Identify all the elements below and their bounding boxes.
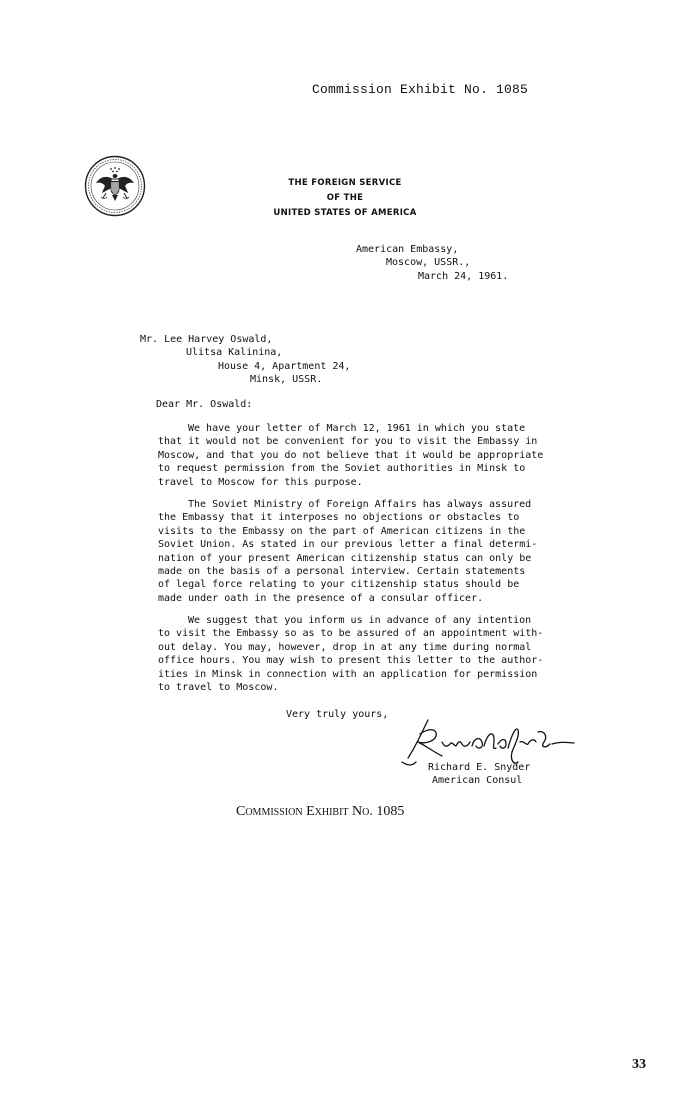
signer-name: Richard E. Snyder <box>428 762 531 773</box>
signer-title: American Consul <box>432 775 523 787</box>
recipient-address-block <box>140 333 350 387</box>
paragraph-line: made on the basis of a personal interview. Certain statements <box>158 566 526 578</box>
recipient-line-3: House 4, Apartment 24, <box>218 360 351 372</box>
paragraph-line: We suggest that you inform us in advance of any intention <box>188 615 532 626</box>
paragraph-line: office hours. You may wish to present this letter to the author- <box>158 655 544 667</box>
recipient-line-4: Minsk, USSR. <box>250 374 323 386</box>
paragraph-line: visits to the Embassy on the part of American citizens in the <box>158 525 526 537</box>
letterhead-line-2: OF THE <box>326 193 364 203</box>
sender-line-1: American Embassy, <box>356 244 459 255</box>
letter-date: March 24, 1961. <box>418 270 509 282</box>
paragraph-line: travel to Moscow for this purpose. <box>158 476 363 488</box>
paragraph-line: to request permission from the Soviet authorities in Minsk to <box>158 463 526 475</box>
paragraph-line: the Embassy that it interposes no objections or obstacles to <box>158 512 520 524</box>
body-paragraph-3 <box>158 614 543 694</box>
signer-block <box>426 761 530 788</box>
paragraph-line: nation of your present American citizenship status can only be <box>158 552 532 564</box>
exhibit-label-bottom: Commission Exhibit No. 1085 <box>236 804 405 819</box>
paragraph-line: ities in Minsk in connection with an application for permission <box>158 668 538 680</box>
paragraph-line: to travel to Moscow. <box>158 682 279 694</box>
letterhead-line-3: UNITED STATES OF AMERICA <box>273 208 417 218</box>
page-number: 33 <box>632 1057 646 1072</box>
body-paragraph-1 <box>158 422 543 489</box>
letterhead-line-1: THE FOREIGN SERVICE <box>288 178 402 188</box>
sender-address-block <box>356 243 508 283</box>
exhibit-label-top: Commission Exhibit No. 1085 <box>312 82 529 97</box>
paragraph-line: Soviet Union. As stated in our previous letter a final determi- <box>158 539 538 551</box>
paragraph-line: Moscow, and that you do not believe that it would be appropriate <box>158 449 544 461</box>
closing: Very truly yours, <box>286 709 389 720</box>
paragraph-line: out delay. You may, however, drop in at any time during normal <box>158 641 532 653</box>
recipient-line-2: Ulitsa Kalinina, <box>186 347 283 359</box>
sender-line-2: Moscow, USSR., <box>386 257 471 269</box>
recipient-line-1: Mr. Lee Harvey Oswald, <box>140 334 273 345</box>
paragraph-line: to visit the Embassy so as to be assured of an appointment with- <box>158 628 544 640</box>
paragraph-line: of legal force relating to your citizenship status should be <box>158 579 520 591</box>
paragraph-line: We have your letter of March 12, 1961 in which you state <box>188 423 526 434</box>
paragraph-line: The Soviet Ministry of Foreign Affairs has always assured <box>188 499 532 510</box>
great-seal-icon <box>84 155 146 217</box>
paragraph-line: that it would not be convenient for you to visit the Embassy in <box>158 436 538 448</box>
body-paragraph-2 <box>158 498 537 605</box>
letterhead <box>240 176 450 221</box>
paragraph-line: made under oath in the presence of a consular officer. <box>158 592 484 604</box>
salutation: Dear Mr. Oswald: <box>156 399 253 410</box>
